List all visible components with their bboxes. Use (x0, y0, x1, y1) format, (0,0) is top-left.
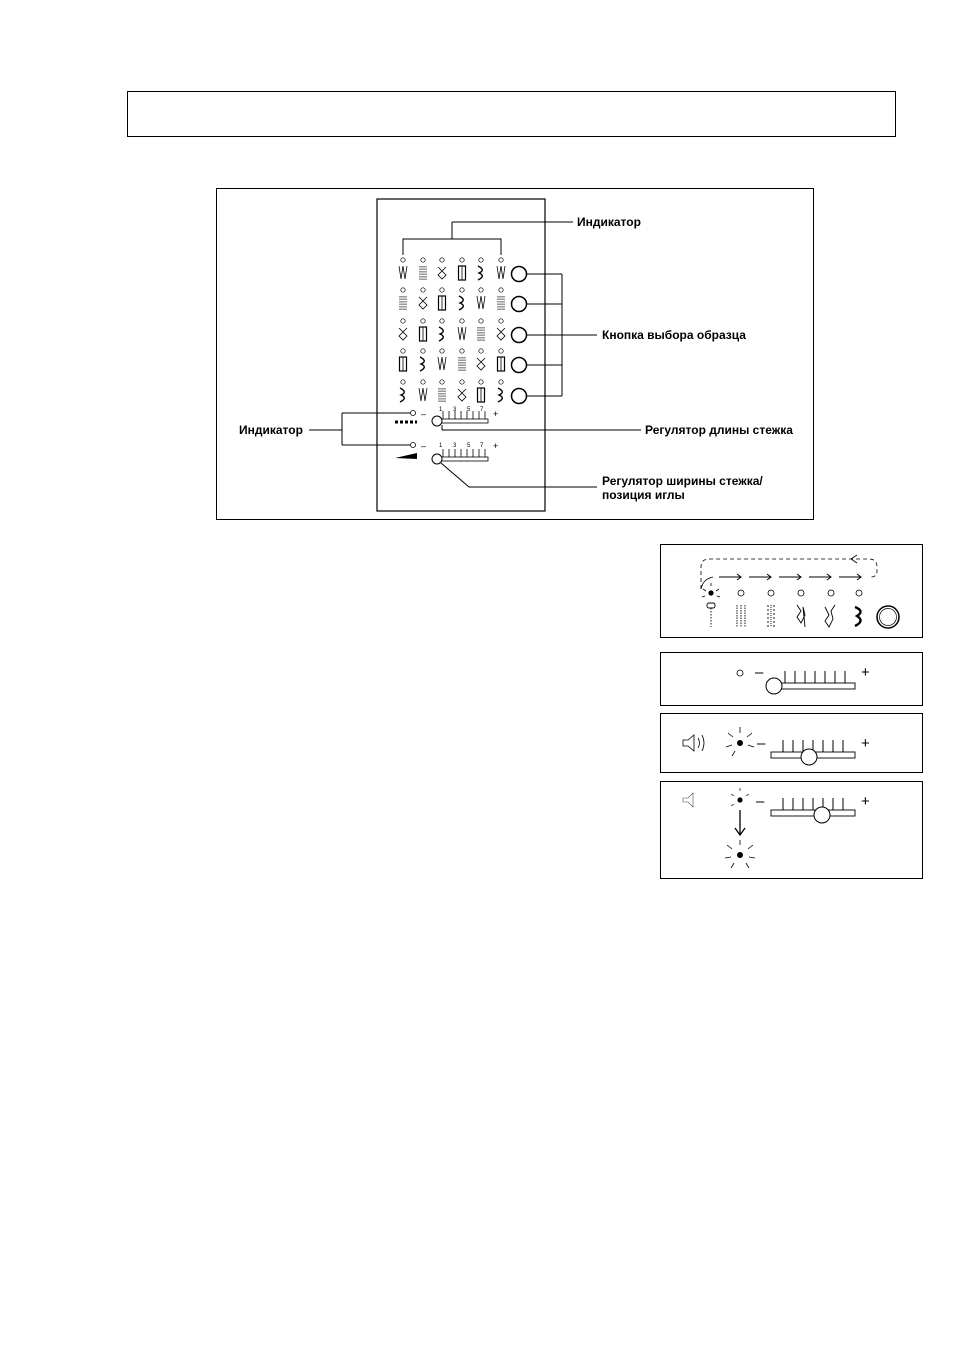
indicator-lamp-icon (440, 319, 444, 323)
width-plus-label: + (493, 441, 499, 451)
indicator-lamp-icon (411, 411, 416, 416)
stitch-symbol-icon (478, 327, 484, 341)
plus-label: + (861, 793, 870, 810)
indicator-lamp-icon (421, 288, 425, 292)
indicator-lamp-icon (411, 443, 416, 448)
indicator-lamp-icon (401, 258, 405, 262)
speaker-icon (683, 735, 704, 751)
indicator-lamp-icon (460, 319, 464, 323)
length-minus-label: – (421, 409, 427, 419)
indicator-lamp-icon (401, 288, 405, 292)
indicator-lamp-icon (738, 590, 744, 596)
dial-buzzer-panel (660, 713, 923, 773)
minus-label: – (756, 793, 765, 810)
stitch-symbol-icon (459, 296, 463, 310)
dial-knob-icon[interactable] (801, 749, 817, 765)
stitch-symbol-icon (438, 267, 446, 279)
stitch-symbol-icon (400, 388, 404, 402)
stitch-symbol-icon (439, 327, 443, 341)
indicator-lamp-icon (856, 590, 862, 596)
width-minus-label: – (421, 441, 427, 451)
indicator-lamp-icon (479, 380, 483, 384)
indicator-lamp-icon (421, 349, 425, 353)
indicator-lamp-icon (421, 380, 425, 384)
length-tick-label: 1 (439, 407, 443, 413)
dial-indicator-off-panel (660, 652, 923, 706)
pattern-button-icon[interactable] (512, 358, 527, 373)
stitch-symbol-icon (478, 388, 485, 402)
pattern-buttons[interactable] (512, 267, 527, 404)
pattern-button-icon[interactable] (512, 297, 527, 312)
indicator-lamp-icon (737, 670, 743, 676)
indicator-lamp-icon (460, 349, 464, 353)
indicator-left-label: Индикатор (239, 423, 303, 437)
dial-knob-icon[interactable] (766, 678, 782, 694)
dial-transition-drawing (661, 782, 924, 880)
plus-label: + (861, 735, 870, 752)
indicator-lamp-icon (460, 380, 464, 384)
indicator-lamp-icon (479, 288, 483, 292)
length-tick-label: 3 (453, 407, 457, 413)
stitch-symbol-icon (419, 388, 427, 401)
stitch-symbol-icon (400, 296, 406, 310)
stitch-symbol-icon (497, 328, 505, 340)
indicator-lamp-icon (702, 583, 720, 597)
dial-knob-icon[interactable] (432, 416, 442, 426)
stitch-symbol-icon (399, 266, 407, 279)
pattern-button-icon[interactable] (877, 606, 899, 628)
stitch-symbol-icon (420, 266, 426, 280)
stitch-symbol-icon (458, 327, 466, 340)
stitch-symbol-icon (498, 296, 504, 310)
stitch-symbol-icon (399, 328, 407, 340)
width-tick-label: 5 (467, 443, 471, 449)
plus-label: + (861, 664, 870, 681)
indicator-lamp-icon (460, 258, 464, 262)
indicator-lamp-icon (440, 380, 444, 384)
stitch-symbol-icon (477, 296, 485, 309)
pattern-button-icon[interactable] (512, 389, 527, 404)
speaker-icon (683, 793, 693, 807)
stitch-symbol-icon (478, 266, 482, 280)
stitch-symbol-icon (420, 327, 427, 341)
stitch-symbol-grid (399, 258, 505, 402)
length-tick-label: 7 (480, 407, 484, 413)
header-title-box (127, 91, 896, 137)
stitch-symbol-icon (458, 389, 466, 401)
stitch-symbol-icon (439, 388, 445, 402)
pattern-cycle-panel (660, 544, 923, 638)
stitch-symbol-icon (498, 357, 505, 371)
length-tick-label: 5 (467, 407, 471, 413)
stitch-symbol-icon (420, 357, 424, 371)
width-dial-label-line2: позиция иглы (602, 488, 685, 502)
indicator-lamp-icon (726, 727, 754, 756)
stitch-symbol-icon (400, 357, 407, 371)
indicator-lamp-icon (499, 380, 503, 384)
minus-label: – (757, 735, 766, 752)
indicator-lamp-icon (798, 590, 804, 596)
indicator-lamp-icon (401, 380, 405, 384)
dial-off-drawing (661, 653, 924, 707)
pattern-button-icon[interactable] (512, 328, 527, 343)
dial-buzzer-drawing (661, 714, 924, 774)
width-tick-label: 3 (453, 443, 457, 449)
pattern-button-label: Кнопка выбора образца (602, 328, 746, 342)
indicator-lamp-icon (499, 349, 503, 353)
indicator-lamp-icon (731, 788, 749, 806)
stitch-symbol-icon (477, 358, 485, 370)
indicator-lamp-icon (421, 319, 425, 323)
stitch-symbol-icon (707, 603, 861, 627)
minus-label: – (755, 664, 764, 681)
dial-knob-icon[interactable] (432, 454, 442, 464)
stitch-symbol-icon (459, 357, 465, 371)
indicator-lamp-icon (768, 590, 774, 596)
indicator-lamp-icon (401, 349, 405, 353)
width-dial-label-line1: Регулятор ширины стежка/ (602, 474, 763, 488)
stitch-symbol-icon (498, 388, 502, 402)
stitch-symbol-icon (439, 296, 446, 310)
indicator-lamp-icon (499, 258, 503, 262)
length-plus-label: + (493, 409, 499, 419)
dial-lamp-transition-panel (660, 781, 923, 879)
width-tick-label: 7 (480, 443, 484, 449)
indicator-lamp-icon (401, 319, 405, 323)
indicator-lamp-icon (499, 319, 503, 323)
length-dial-label: Регулятор длины стежка (645, 423, 793, 437)
indicator-lamp-icon (828, 590, 834, 596)
width-tick-label: 1 (439, 443, 443, 449)
indicator-lamp-icon (479, 319, 483, 323)
control-panel-drawing (217, 189, 815, 521)
stitch-symbol-icon (497, 266, 505, 279)
stitch-symbol-icon (459, 266, 466, 280)
pattern-cycle-drawing (661, 545, 924, 639)
indicator-top-label: Индикатор (577, 215, 641, 229)
stitch-symbol-icon (438, 357, 446, 370)
indicator-lamp-icon (440, 349, 444, 353)
indicator-lamp-icon (460, 288, 464, 292)
indicator-lamp-icon (499, 288, 503, 292)
indicator-lamp-icon (725, 840, 755, 868)
indicator-lamp-icon (479, 349, 483, 353)
indicator-lamp-icon (440, 288, 444, 292)
indicator-lamp-icon (479, 258, 483, 262)
stitch-symbol-icon (419, 297, 427, 309)
indicator-lamp-icon (440, 258, 444, 262)
pattern-button-icon[interactable] (512, 267, 527, 282)
indicator-lamp-icon (421, 258, 425, 262)
control-panel-diagram (216, 188, 814, 520)
dial-knob-icon[interactable] (814, 807, 830, 823)
